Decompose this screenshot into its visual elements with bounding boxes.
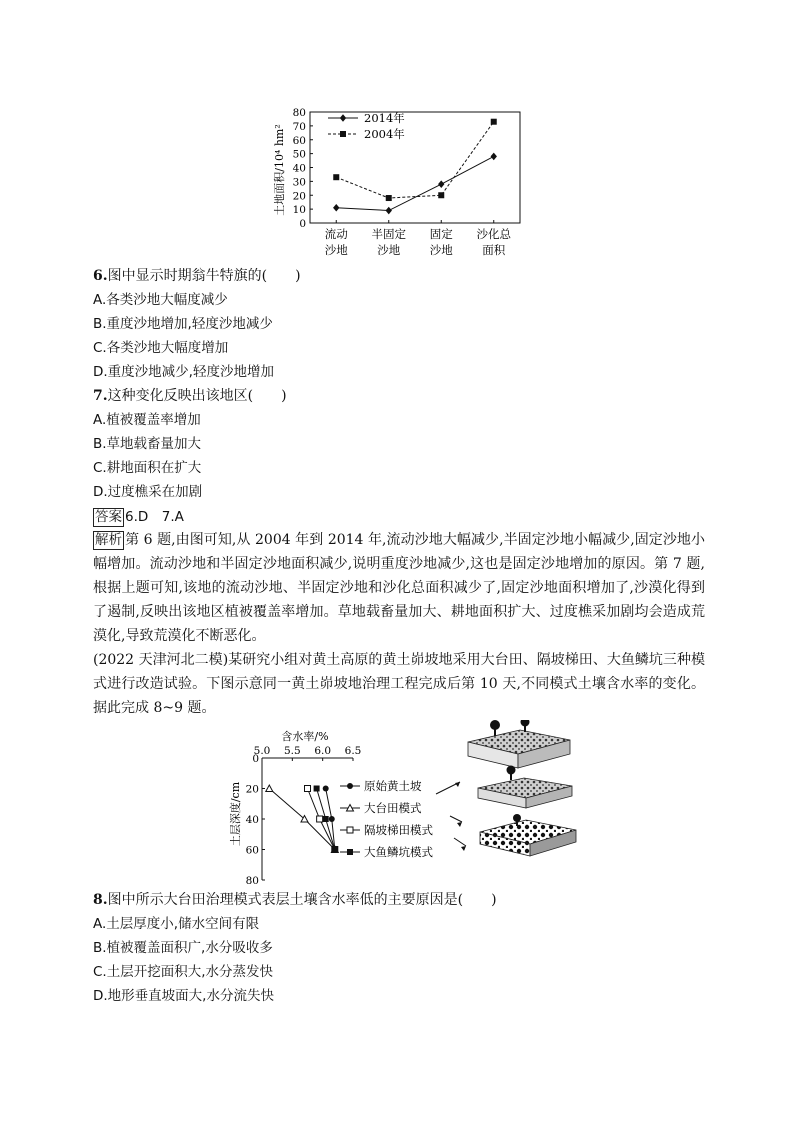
- soil-moisture-point-s0-1: [329, 816, 335, 822]
- question-6-option-d: D.重度沙地减少,轻度沙地增加: [93, 364, 274, 380]
- soil-moisture-y-axis-label: 土层深度/cm: [229, 781, 242, 847]
- question-6-number: 6.: [93, 268, 108, 284]
- question-7-stem: [93, 386, 713, 406]
- soil-moisture-legend-label-1: 大台田模式: [364, 801, 422, 815]
- question-8-text: 图中所示大台田治理模式表层土壤含水率低的主要原因是( ): [107, 892, 497, 908]
- land-area-point-s1-0: [333, 174, 339, 180]
- answer-text: 6.D 7.A: [125, 509, 184, 525]
- land-area-category-label: 半固定: [371, 227, 406, 241]
- land-area-y-tick-label: 80: [292, 107, 306, 119]
- land-area-y-tick-label: 70: [292, 120, 306, 133]
- land-area-category-label: 沙地: [324, 243, 348, 257]
- soil-moisture-legend-marker-2: [347, 827, 353, 833]
- land-area-point-s0-3: [491, 153, 497, 161]
- soil-moisture-point-s2-1: [317, 816, 323, 822]
- analysis-paragraph: [93, 528, 705, 648]
- block-diagram-original-slope: [468, 720, 570, 768]
- question-6-option-a: A.各类沙地大幅度减少: [93, 292, 228, 308]
- soil-moisture-leader-arrowhead-2: [461, 846, 466, 851]
- question-8-option-a: A.土层厚度小,储水空间有限: [93, 916, 260, 932]
- land-area-point-s0-1: [386, 207, 392, 215]
- soil-moisture-point-s3-1: [323, 816, 329, 822]
- question-6-text: 图中显示时期翁牛特旗的( ): [107, 268, 301, 284]
- question-7-number: 7.: [93, 388, 108, 404]
- question-8-option-d: D.地形垂直坡面大,水分流失快: [93, 988, 274, 1004]
- land-area-category-label: 流动: [324, 227, 348, 241]
- soil-moisture-legend-marker-3: [347, 849, 353, 855]
- question-8-number: 8.: [93, 892, 108, 908]
- soil-moisture-x-tick-label: 6.5: [344, 745, 362, 757]
- soil-moisture-point-s1-0: [266, 785, 273, 792]
- soil-moisture-leader-arrow-2: [454, 838, 466, 846]
- soil-moisture-y-tick-label: 40: [245, 814, 259, 826]
- land-area-legend-marker-0: [340, 114, 346, 122]
- question-7-option-d: D.过度樵采在加剧: [93, 484, 203, 500]
- land-area-point-s1-3: [491, 119, 497, 125]
- land-area-y-tick-label: 60: [292, 134, 306, 147]
- land-area-y-tick-label: 40: [292, 162, 306, 175]
- land-area-point-s1-1: [386, 195, 392, 201]
- soil-moisture-x-tick-label: 5.5: [283, 745, 301, 757]
- soil-moisture-y-tick-label: 60: [245, 844, 259, 857]
- soil-moisture-x-title: 含水率/%: [281, 730, 329, 743]
- land-area-category-label: 面积: [482, 243, 506, 257]
- soil-moisture-legend-label-3: 大鱼鳞坑模式: [364, 845, 433, 858]
- land-area-legend-label-0: 2014年: [364, 111, 405, 125]
- soil-moisture-leader-arrowhead-1: [457, 822, 462, 827]
- intro-paragraph: (2022 天津河北二模)某研究小组对黄土高原的黄土峁坡地采用大台田、隔坡梯田、大鱼鳞坑三种模式进行改造试验。下图示意同一黄土峁坡地治理工程完成后第 10 天,不同模式土壤含水率的变化。据此完成 8~9 题。: [93, 652, 705, 716]
- land-area-legend-label-1: 2004年: [364, 127, 405, 141]
- land-area-y-tick-label: 50: [292, 148, 306, 161]
- analysis-tag: 解析: [95, 532, 122, 548]
- soil-moisture-legend: [338, 778, 578, 858]
- land-area-series-line-1: [336, 122, 494, 198]
- question-6-stem: [93, 266, 713, 286]
- land-area-y-tick-label: 10: [292, 204, 306, 217]
- land-area-series-line-0: [336, 156, 494, 210]
- land-area-category-label: 沙化总: [476, 227, 511, 241]
- land-area-point-s1-2: [438, 192, 444, 198]
- land-area-y-axis-label: 土地面积/10⁴ hm²: [273, 124, 286, 216]
- soil-moisture-x-tick-label: 5.0: [253, 745, 271, 757]
- soil-moisture-y-tick-label: 0: [252, 753, 259, 765]
- analysis-text: 第 6 题,由图可知,从 2004 年到 2014 年,流动沙地大幅减少,半固定沙地小幅减少,固定沙地小幅增加。流动沙地和半固定沙地面积减少,说明重度沙地减少,这也是固定沙地增加的原因。第 7 题,根据上题可知,该地的流动沙地、半固定沙地和沙化总面积减少了,固定沙地面积增加了,沙漠化得到了遏制,反映出该地区植被覆盖率增加。草地载畜量加大、耕地面积扩大、过度樵采加剧均会造成荒漠化,导致荒漠化不断恶化。: [93, 532, 705, 644]
- soil-moisture-legend-label-0: 原始黄土坡: [364, 779, 422, 793]
- question-7-option-c: C.耕地面积在扩大: [93, 460, 202, 476]
- land-area-point-s0-0: [333, 204, 339, 212]
- land-area-y-tick-label: 30: [292, 176, 306, 189]
- soil-moisture-legend-label-2: 隔坡梯田模式: [364, 823, 433, 837]
- soil-moisture-point-s0-0: [323, 786, 329, 792]
- soil-moisture-point-s2-0: [305, 786, 311, 792]
- question-8-stem: [93, 890, 713, 910]
- land-area-y-tick-label: 0: [299, 218, 306, 230]
- land-area-chart: [270, 100, 540, 265]
- land-area-category-label: 沙地: [429, 243, 453, 257]
- question-6-option-b: B.重度沙地增加,轻度沙地减少: [93, 316, 273, 332]
- land-area-point-s0-2: [438, 180, 444, 188]
- question-7-text: 这种变化反映出该地区( ): [107, 388, 287, 404]
- land-area-y-tick-label: 20: [292, 190, 306, 203]
- land-area-legend-marker-1: [340, 131, 346, 137]
- soil-moisture-y-tick-label: 20: [245, 783, 259, 796]
- soil-moisture-x-tick-label: 6.0: [314, 745, 332, 757]
- land-area-category-label: 沙地: [377, 243, 401, 257]
- soil-moisture-point-s3-2: [332, 847, 338, 853]
- answer-tag: 答案: [95, 509, 122, 525]
- soil-moisture-leader-arrow-1: [450, 816, 462, 822]
- question-8-option-c: C.土层开挖面积大,水分蒸发快: [93, 964, 274, 980]
- soil-moisture-legend-marker-0: [347, 783, 353, 789]
- question-7-option-b: B.草地载畜量加大: [93, 436, 202, 452]
- answer-line: [93, 507, 713, 527]
- question-7-option-a: A.植被覆盖率增加: [93, 412, 201, 428]
- question-6-option-c: C.各类沙地大幅度增加: [93, 340, 229, 356]
- land-area-category-label: 固定: [429, 227, 453, 241]
- question-8-option-b: B.植被覆盖面积广,水分吸收多: [93, 940, 273, 956]
- soil-moisture-y-tick-label: 80: [245, 875, 259, 887]
- soil-moisture-point-s3-0: [314, 786, 320, 792]
